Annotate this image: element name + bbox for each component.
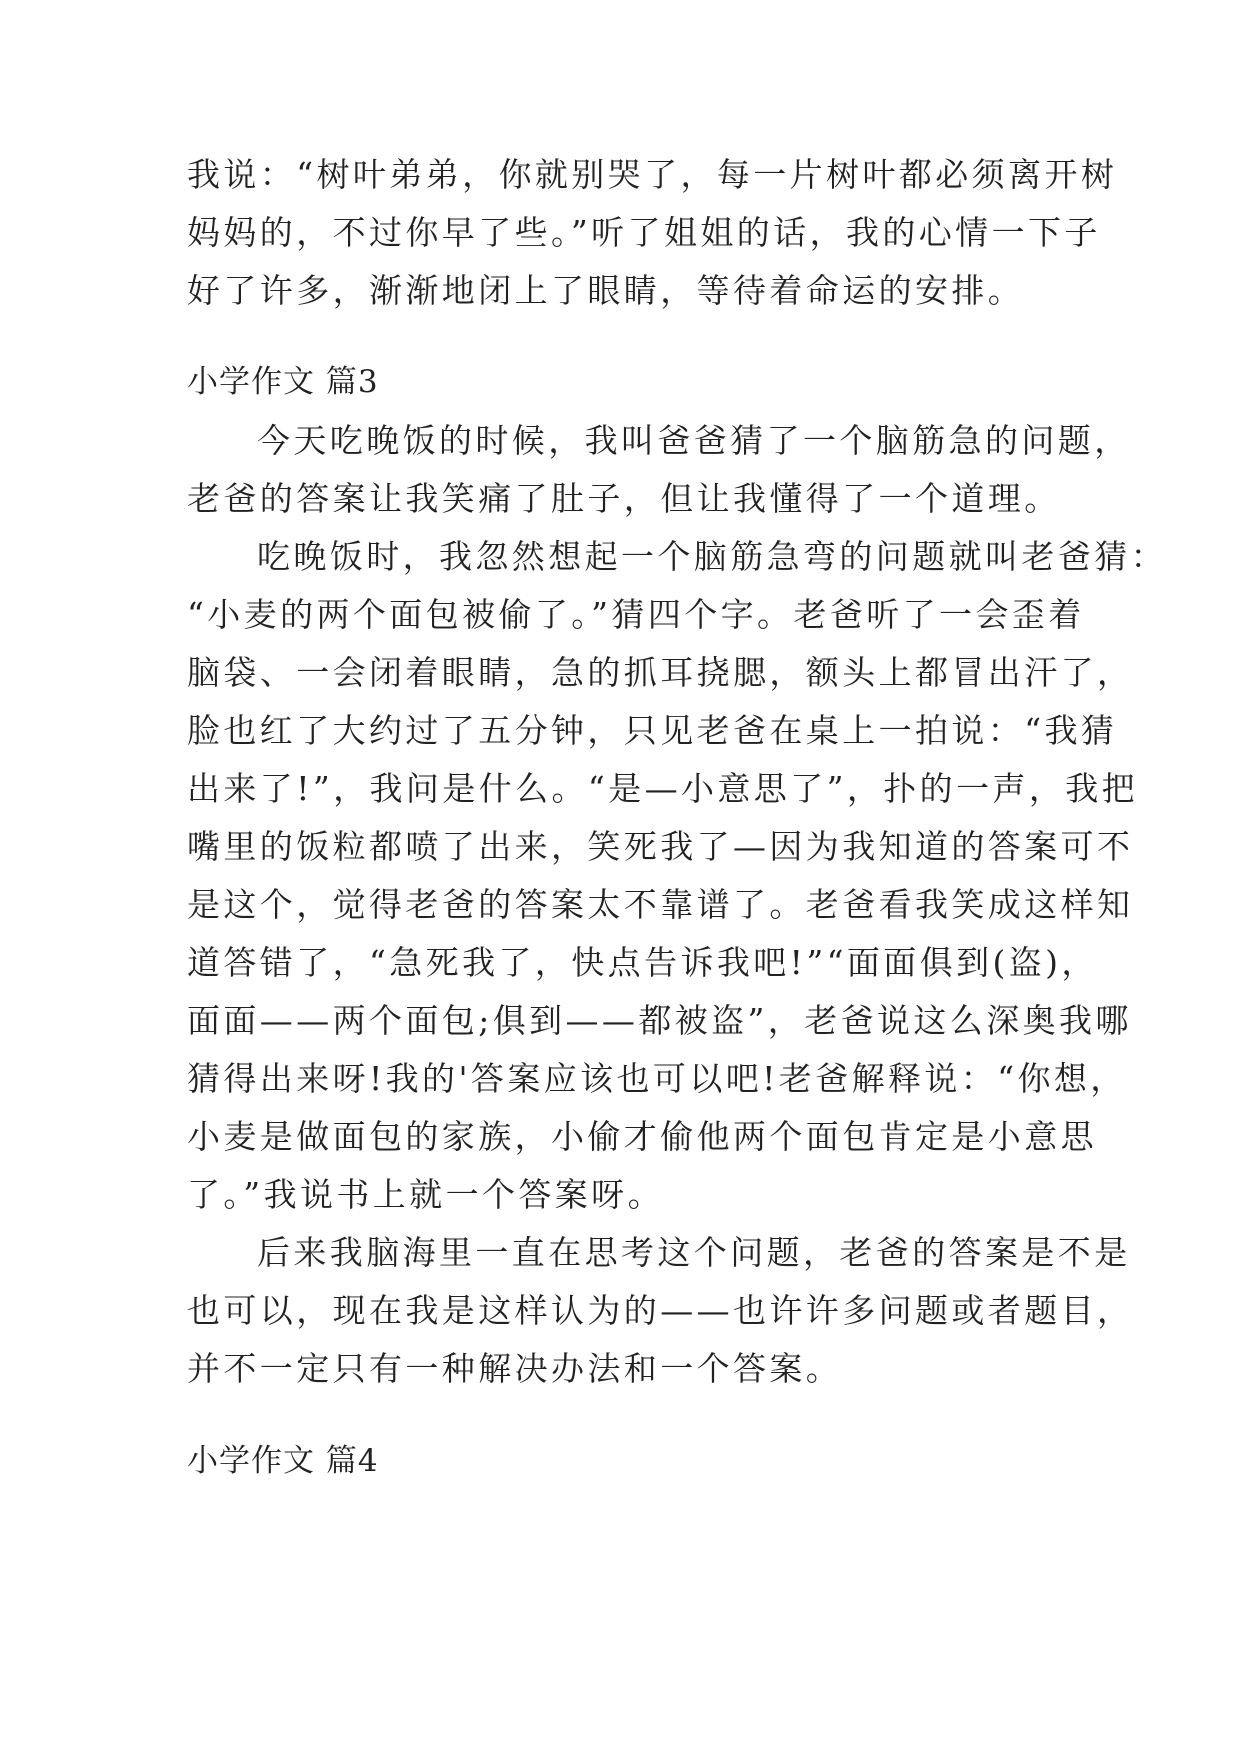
text-line: 了。”我说书上就一个答案呀。 [187, 1175, 664, 1214]
text-line: “小麦的两个面包被偷了。”猜四个字。老爸听了一会歪着 [187, 595, 1085, 634]
text-line: 吃晚饭时，我忽然想起一个脑筋急弯的问题就叫老爸猜： [257, 537, 1167, 576]
text-line: 老爸的答案让我笑痛了肚子，但让我懂得了一个道理。 [187, 479, 1061, 518]
text-line: 今天吃晚饭的时候，我叫爸爸猜了一个脑筋急的问题， [257, 421, 1131, 460]
text-line: 嘴里的饭粒都喷了出来，笑死我了—因为我知道的答案可不 [187, 827, 1134, 866]
text-line: 道答错了，“急死我了，快点告诉我吧!”“面面俱到(盗)， [187, 943, 1098, 982]
text-line: 妈妈的，不过你早了些。”听了姐姐的话，我的心情一下子 [187, 213, 1101, 252]
text-line: 脑袋、一会闭着眼睛，急的抓耳挠腮，额头上都冒出汗了， [187, 653, 1134, 692]
text-line: 脸也红了大约过了五分钟，只见老爸在桌上一拍说：“我猜 [187, 711, 1118, 750]
text-line: 出来了!”，我问是什么。“是—小意思了”，扑的一声，我把 [187, 769, 1139, 808]
text-line: 面面——两个面包;俱到——都被盗”，老爸说这么深奥我哪 [187, 1001, 1132, 1040]
text-line: 也可以，现在我是这样认为的——也许许多问题或者题目， [187, 1291, 1134, 1330]
text-line: 我说：“树叶弟弟，你就别哭了，每一片树叶都必须离开树 [187, 155, 1118, 194]
text-line: 后来我脑海里一直在思考这个问题，老爸的答案是不是 [257, 1233, 1131, 1272]
text-line: 小麦是做面包的家族，小偷才偷他两个面包肯定是小意思 [187, 1117, 1097, 1156]
text-line: 猜得出来呀!我的'答案应该也可以吧!老爸解释说：“你想， [187, 1059, 1127, 1098]
section-heading: 小学作文 篇3 [187, 364, 379, 400]
text-line: 好了许多，渐渐地闭上了眼睛，等待着命运的安排。 [187, 271, 1025, 310]
text-line: 是这个，觉得老爸的答案太不靠谱了。老爸看我笑成这样知 [187, 885, 1134, 924]
section-heading: 小学作文 篇4 [187, 1443, 379, 1479]
text-line: 并不一定只有一种解决办法和一个答案。 [187, 1349, 843, 1388]
